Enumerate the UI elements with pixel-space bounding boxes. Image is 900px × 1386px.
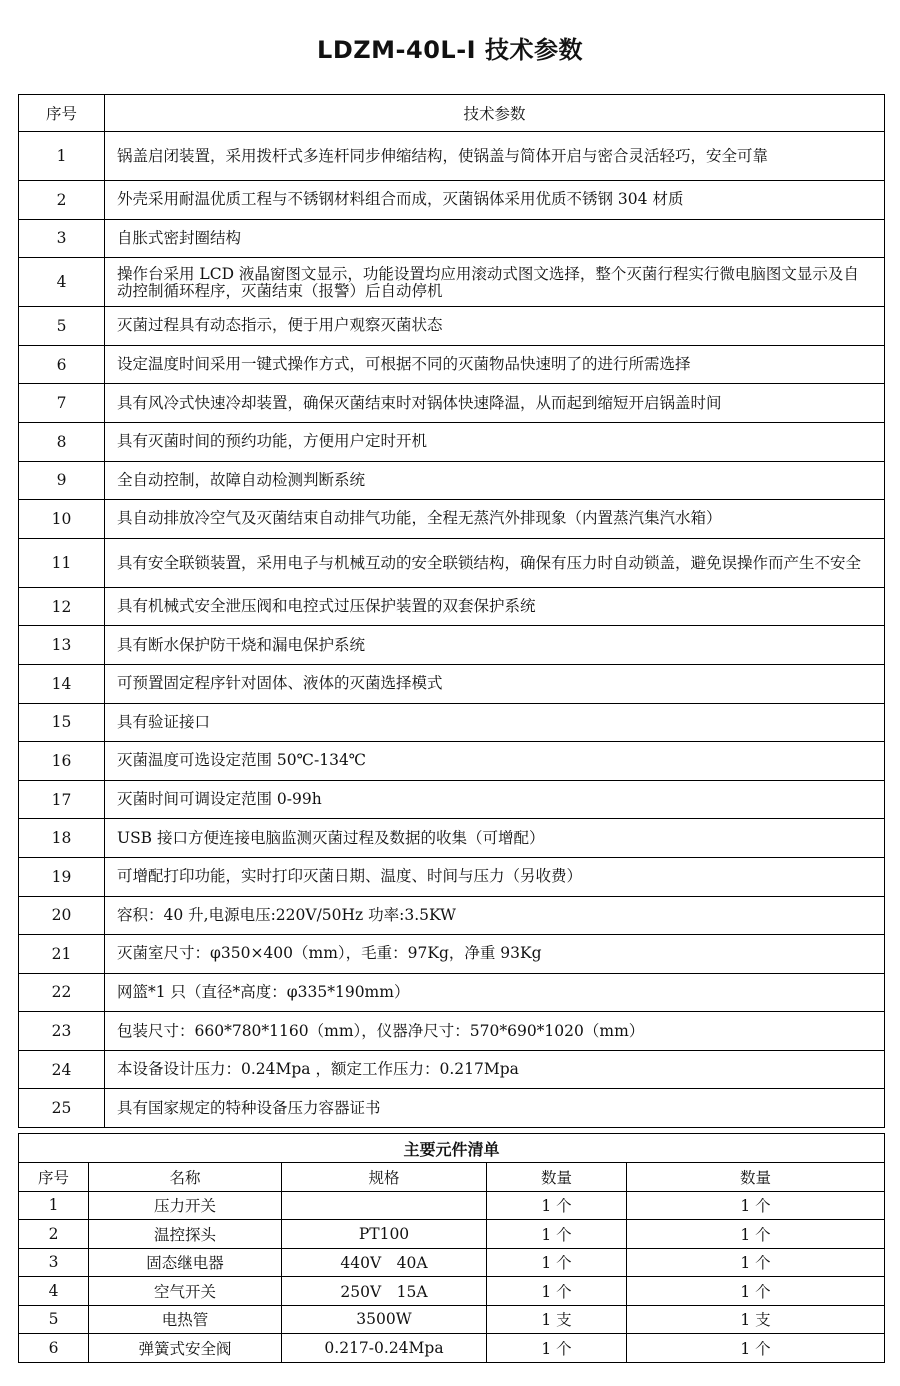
part-name: 温控探头 [89, 1220, 282, 1249]
table-row [19, 258, 885, 307]
part-name: 弹簧式安全阀 [89, 1334, 282, 1363]
row-text: 灭菌温度可选设定范围 50℃-134℃ [105, 742, 885, 781]
table-row [19, 935, 885, 974]
table-row [19, 973, 885, 1012]
part-qty: 1 个 [487, 1191, 627, 1220]
part-spec: 440V 40A [282, 1248, 487, 1277]
parts-table [18, 1133, 885, 1363]
spec-table [18, 94, 885, 1128]
row-number: 2 [19, 181, 105, 220]
part-number: 1 [19, 1191, 89, 1220]
part-qty-2: 1 支 [627, 1305, 885, 1334]
row-text: 本设备设计压力：0.24Mpa ，额定工作压力：0.217Mpa [105, 1050, 885, 1089]
spec-header-row [19, 95, 885, 132]
part-name: 空气开关 [89, 1277, 282, 1306]
row-text: 操作台采用 LCD 液晶窗图文显示，功能设置均应用滚动式图文选择，整个灭菌行程实行微电脑图文显示及自动控制循环程序，灭菌结束（报警）后自动停机 [105, 258, 885, 307]
table-row [19, 461, 885, 500]
table-row [19, 626, 885, 665]
row-number: 23 [19, 1012, 105, 1051]
row-text: 自胀式密封圈结构 [105, 219, 885, 258]
row-text: 具有断水保护防干烧和漏电保护系统 [105, 626, 885, 665]
part-spec: 0.217-0.24Mpa [282, 1334, 487, 1363]
row-number: 3 [19, 219, 105, 258]
table-row [19, 742, 885, 781]
row-text: 灭菌过程具有动态指示，便于用户观察灭菌状态 [105, 307, 885, 346]
table-row [19, 896, 885, 935]
part-number: 6 [19, 1334, 89, 1363]
row-number: 5 [19, 307, 105, 346]
part-number: 5 [19, 1305, 89, 1334]
row-number: 1 [19, 132, 105, 181]
parts-header-spec: 规格 [282, 1163, 487, 1192]
table-row [19, 538, 885, 587]
row-text: 具有国家规定的特种设备压力容器证书 [105, 1089, 885, 1128]
table-row [19, 181, 885, 220]
row-number: 9 [19, 461, 105, 500]
part-spec: PT100 [282, 1220, 487, 1249]
row-number: 14 [19, 664, 105, 703]
row-text: 网篮*1 只（直径*高度：φ335*190mm） [105, 973, 885, 1012]
part-spec: 250V 15A [282, 1277, 487, 1306]
row-text: 锅盖启闭装置，采用拨杆式多连杆同步伸缩结构，使锅盖与简体开启与密合灵活轻巧，安全可靠 [105, 132, 885, 181]
row-number: 13 [19, 626, 105, 665]
part-name: 固态继电器 [89, 1248, 282, 1277]
page-title: LDZM-40L-I 技术参数 [317, 36, 583, 64]
table-row [19, 307, 885, 346]
parts-header-qty: 数量 [487, 1163, 627, 1192]
spec-header-param: 技术参数 [105, 95, 885, 132]
row-number: 11 [19, 538, 105, 587]
table-row [19, 1191, 885, 1220]
row-text: 具有灭菌时间的预约功能，方便用户定时开机 [105, 422, 885, 461]
table-row [19, 384, 885, 423]
row-text: 可预置固定程序针对固体、液体的灭菌选择模式 [105, 664, 885, 703]
table-row [19, 1334, 885, 1363]
row-number: 12 [19, 587, 105, 626]
part-qty: 1 个 [487, 1248, 627, 1277]
part-qty-2: 1 个 [627, 1191, 885, 1220]
table-row [19, 857, 885, 896]
table-row [19, 819, 885, 858]
row-text: 灭菌室尺寸：φ350×400（mm），毛重：97Kg，净重 93Kg [105, 935, 885, 974]
part-qty: 1 个 [487, 1277, 627, 1306]
row-number: 15 [19, 703, 105, 742]
row-text: 灭菌时间可调设定范围 0-99h [105, 780, 885, 819]
part-spec: 3500W [282, 1305, 487, 1334]
table-row [19, 1305, 885, 1334]
table-row [19, 703, 885, 742]
table-row [19, 1050, 885, 1089]
table-row [19, 780, 885, 819]
part-qty-2: 1 个 [627, 1334, 885, 1363]
table-row [19, 1248, 885, 1277]
row-text: 外壳采用耐温优质工程与不锈钢材料组合而成，灭菌锅体采用优质不锈钢 304 材质 [105, 181, 885, 220]
row-text: 具自动排放冷空气及灭菌结束自动排气功能，全程无蒸汽外排现象（内置蒸汽集汽水箱） [105, 500, 885, 539]
row-number: 10 [19, 500, 105, 539]
part-qty-2: 1 个 [627, 1248, 885, 1277]
parts-header-row [19, 1163, 885, 1192]
row-number: 24 [19, 1050, 105, 1089]
part-number: 3 [19, 1248, 89, 1277]
part-qty-2: 1 个 [627, 1277, 885, 1306]
parts-header-no: 序号 [19, 1163, 89, 1192]
row-number: 4 [19, 258, 105, 307]
parts-header-qty-2: 数量 [627, 1163, 885, 1192]
row-number: 6 [19, 345, 105, 384]
part-qty: 1 个 [487, 1220, 627, 1249]
table-row [19, 1089, 885, 1128]
row-number: 18 [19, 819, 105, 858]
row-text: 具有风冷式快速冷却装置，确保灭菌结束时对锅体快速降温，从而起到缩短开启锅盖时间 [105, 384, 885, 423]
table-row [19, 422, 885, 461]
row-text: 具有安全联锁装置，采用电子与机械互动的安全联锁结构，确保有压力时自动锁盖，避免误操作而产生不安全 [105, 538, 885, 587]
row-text: 容积：40 升,电源电压:220V/50Hz 功率:3.5KW [105, 896, 885, 935]
table-row [19, 664, 885, 703]
part-spec [282, 1191, 487, 1220]
row-number: 22 [19, 973, 105, 1012]
part-qty: 1 支 [487, 1305, 627, 1334]
row-text: 具有验证接口 [105, 703, 885, 742]
row-number: 17 [19, 780, 105, 819]
row-number: 8 [19, 422, 105, 461]
row-text: 包装尺寸：660*780*1160（mm），仪器净尺寸：570*690*1020（mm） [105, 1012, 885, 1051]
row-text: USB 接口方便连接电脑监测灭菌过程及数据的收集（可增配） [105, 819, 885, 858]
part-number: 4 [19, 1277, 89, 1306]
table-row [19, 219, 885, 258]
row-text: 具有机械式安全泄压阀和电控式过压保护装置的双套保护系统 [105, 587, 885, 626]
part-qty: 1 个 [487, 1334, 627, 1363]
table-row [19, 345, 885, 384]
table-row [19, 1012, 885, 1051]
table-row [19, 587, 885, 626]
row-number: 21 [19, 935, 105, 974]
table-row [19, 132, 885, 181]
table-row [19, 1277, 885, 1306]
section-title: 主要元件清单 [19, 1134, 885, 1163]
parts-title-row [19, 1134, 885, 1163]
parts-header-name: 名称 [89, 1163, 282, 1192]
row-number: 7 [19, 384, 105, 423]
part-qty-2: 1 个 [627, 1220, 885, 1249]
part-number: 2 [19, 1220, 89, 1249]
row-text: 全自动控制，故障自动检测判断系统 [105, 461, 885, 500]
row-number: 19 [19, 857, 105, 896]
table-row [19, 500, 885, 539]
row-text: 设定温度时间采用一键式操作方式，可根据不同的灭菌物品快速明了的进行所需选择 [105, 345, 885, 384]
row-number: 25 [19, 1089, 105, 1128]
row-text: 可增配打印功能，实时打印灭菌日期、温度、时间与压力（另收费） [105, 857, 885, 896]
table-row [19, 1220, 885, 1249]
spec-header-no: 序号 [19, 95, 105, 132]
part-name: 电热管 [89, 1305, 282, 1334]
row-number: 20 [19, 896, 105, 935]
row-number: 16 [19, 742, 105, 781]
part-name: 压力开关 [89, 1191, 282, 1220]
